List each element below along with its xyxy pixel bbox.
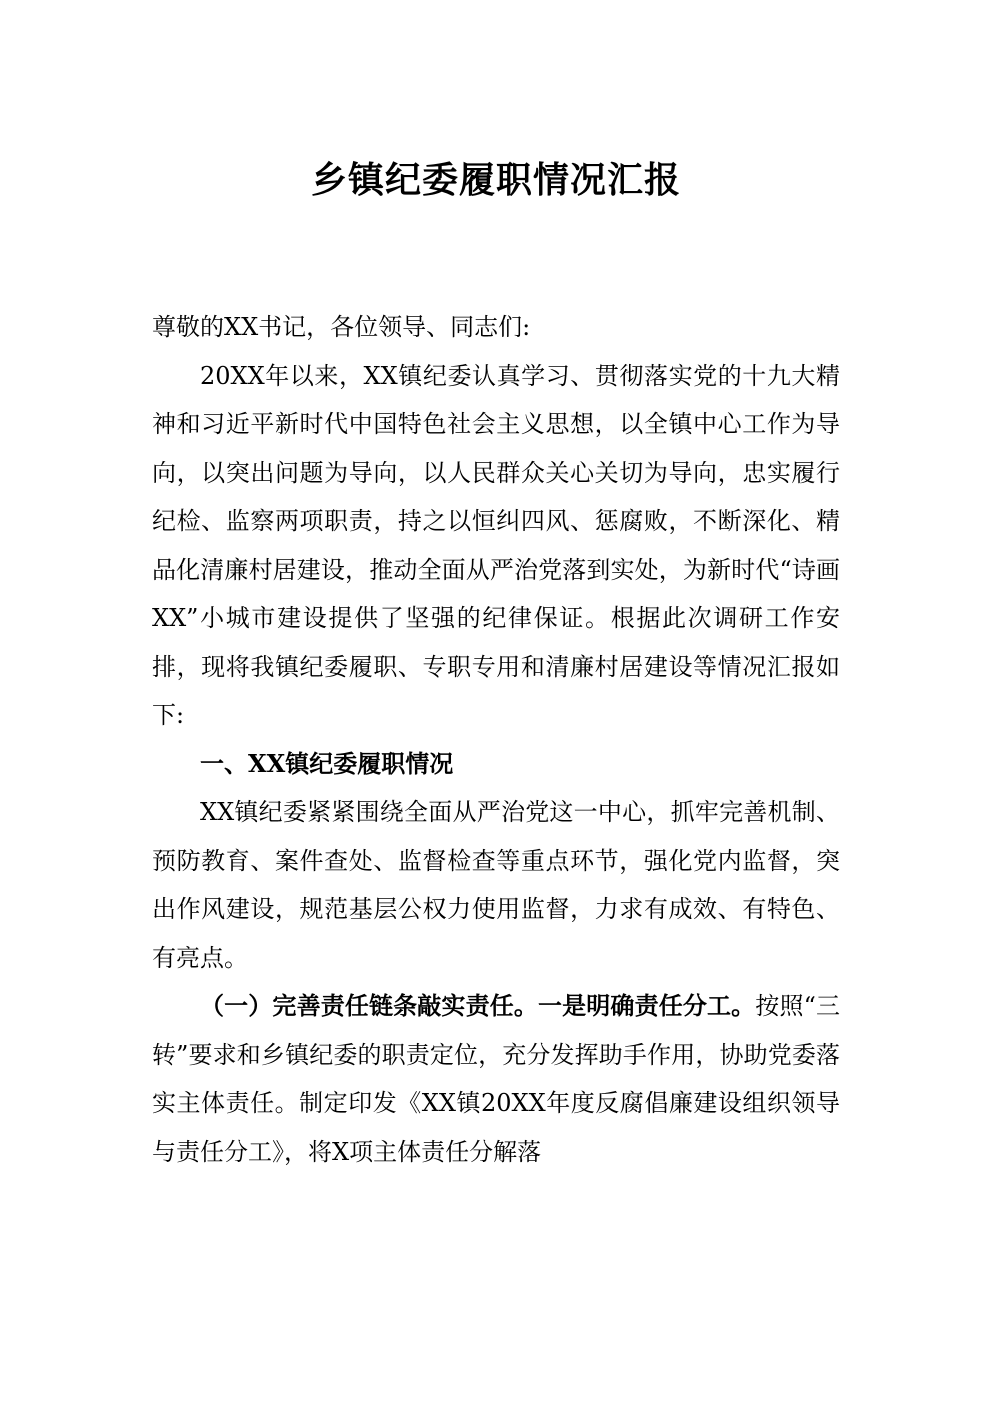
- document-title: 乡镇纪委履职情况汇报: [310, 159, 681, 201]
- intro-paragraph: 20XX年以来，XX镇纪委认真学习、贯彻落实党的十九大精神和习近平新时代中国特色社会主义思想，以全镇中心工作为导向，以突出问题为导向，以人民群众关心关切为导向，忠实履行纪检、监察两项职责，持之以恒纠四风、惩腐败，不断深化、精品化清廉村居建设，推动全面从严治党落到实处，为新时代“诗画XX”小城市建设提供了坚强的纪律保证。根据此次调研工作安排，现将我镇纪委履职、专职专用和清廉村居建设等情况汇报如下:: [152, 361, 840, 729]
- section-paragraph: XX镇纪委紧紧围绕全面从严治党这一中心，抓牢完善机制、预防教育、案件查处、监督检查等重点环节，强化党内监督，突出作风建设，规范基层公权力使用监督，力求有成效、有特色、有亮点。: [152, 798, 840, 972]
- salutation: 尊敬的XX书记，各位领导、同志们:: [152, 313, 531, 341]
- section-heading: 一、XX镇纪委履职情况: [200, 748, 454, 778]
- subsection-text: 按照“三转”要求和乡镇纪委的职责定位，充分发挥助手作用，协助党委落实主体责任。制定印发《XX镇20XX年度反腐倡廉建设组织领导与责任分工》，将X项主体责任分解落: [152, 992, 840, 1166]
- subsection-paragraph: [152, 982, 840, 1176]
- subsection-heading: （一）完善责任链条敲实责任。一是明确责任分工。: [200, 991, 756, 1020]
- document-body: [152, 303, 840, 1176]
